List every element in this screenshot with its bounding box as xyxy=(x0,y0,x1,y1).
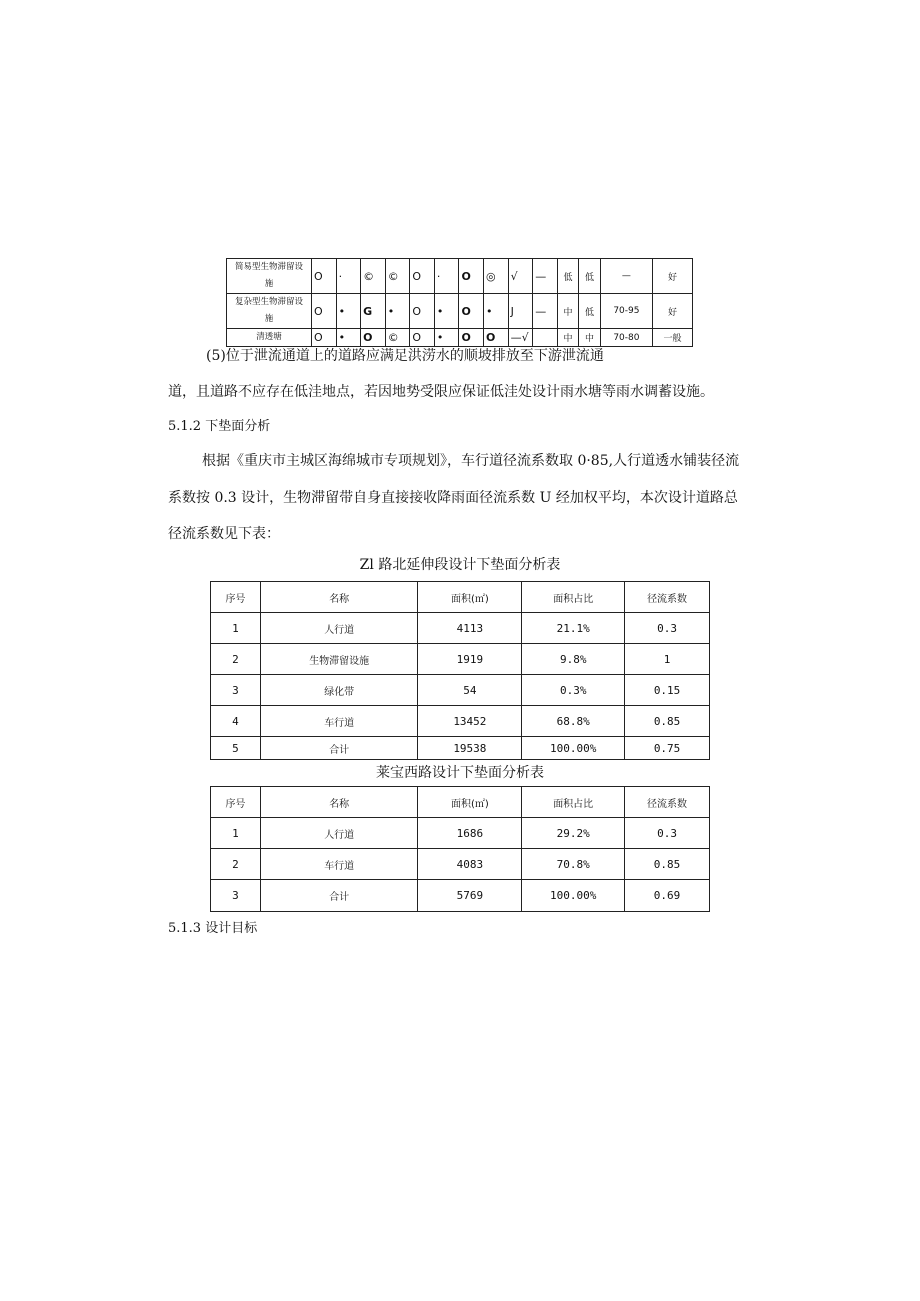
column-header: 面积(㎡) xyxy=(418,582,522,613)
table-cell: 70.8% xyxy=(522,849,625,880)
table-cell: © xyxy=(385,329,410,347)
table-row xyxy=(211,818,710,849)
table-cell: 0.85 xyxy=(625,706,710,737)
table-cell: O xyxy=(484,329,509,347)
paragraph-line: (5)位于泄流通道上的道路应满足洪涝水的顺坡排放至下游泄流通 xyxy=(206,348,604,364)
table-cell: 2 xyxy=(211,849,261,880)
table-cell: • xyxy=(434,329,459,347)
table-cell: O xyxy=(459,294,484,329)
table-cell: 5 xyxy=(211,737,261,760)
table-row xyxy=(211,737,710,760)
table-cell: 68.8% xyxy=(522,706,625,737)
table-cell: √ xyxy=(508,259,533,294)
table-row xyxy=(227,294,693,329)
table-row xyxy=(211,880,710,912)
table-row xyxy=(211,706,710,737)
table-cell: 人行道 xyxy=(260,818,418,849)
table-cell: 1 xyxy=(625,644,710,675)
table-cell: 5769 xyxy=(418,880,522,912)
table-cell: — xyxy=(533,259,558,294)
table-cell: 0.75 xyxy=(625,737,710,760)
table-row xyxy=(211,644,710,675)
table-cell: 1 xyxy=(211,613,261,644)
facility-comparison-table xyxy=(226,258,693,347)
table-cell: 车行道 xyxy=(260,849,418,880)
table-cell: 2 xyxy=(211,644,261,675)
column-header: 序号 xyxy=(211,582,261,613)
column-header: 序号 xyxy=(211,787,261,818)
table-cell: O xyxy=(459,259,484,294)
table-row xyxy=(211,675,710,706)
table-cell: 70-95 xyxy=(600,294,652,329)
table-cell: O xyxy=(312,294,337,329)
table-cell: 1 xyxy=(211,818,261,849)
facility-name: 复杂型生物滞留设 施 xyxy=(227,294,312,329)
table-cell: 绿化带 xyxy=(260,675,418,706)
table-cell xyxy=(533,329,558,347)
table-header-row xyxy=(211,787,710,818)
column-header: 名称 xyxy=(260,787,418,818)
table-cell: O xyxy=(410,329,435,347)
table-cell: 生物滞留设施 xyxy=(260,644,418,675)
table-cell: 0.15 xyxy=(625,675,710,706)
table-cell: O xyxy=(459,329,484,347)
table-cell: 21.1% xyxy=(522,613,625,644)
table-cell: ◎ xyxy=(484,259,509,294)
table-cell: 3 xyxy=(211,675,261,706)
table-title: Zl 路北延伸段设计下垫面分析表 xyxy=(359,557,561,573)
table-cell: 4113 xyxy=(418,613,522,644)
column-header: 径流系数 xyxy=(625,582,710,613)
table-cell: © xyxy=(361,259,386,294)
table-cell: 19538 xyxy=(418,737,522,760)
table-cell: • xyxy=(434,294,459,329)
table-cell: O xyxy=(410,294,435,329)
surface-analysis-table-1 xyxy=(210,581,710,760)
table-cell: 1686 xyxy=(418,818,522,849)
table-cell: 人行道 xyxy=(260,613,418,644)
table-cell: • xyxy=(336,294,361,329)
column-header: 面积(㎡) xyxy=(418,787,522,818)
table-cell: 一般 xyxy=(653,329,693,347)
table-cell: • xyxy=(385,294,410,329)
table-cell: 4083 xyxy=(418,849,522,880)
table-cell: 29.2% xyxy=(522,818,625,849)
table-cell: 70-80 xyxy=(600,329,652,347)
table-cell: 4 xyxy=(211,706,261,737)
table-cell: 54 xyxy=(418,675,522,706)
table-cell: 0.3 xyxy=(625,613,710,644)
table-cell: · xyxy=(434,259,459,294)
table-row xyxy=(227,329,693,347)
table-cell: 0.85 xyxy=(625,849,710,880)
table-cell: 低 xyxy=(557,259,579,294)
column-header: 面积占比 xyxy=(522,787,625,818)
facility-name: 清透塘 xyxy=(227,329,312,347)
table-cell: 中 xyxy=(579,329,601,347)
table-cell: O xyxy=(410,259,435,294)
table-cell: — xyxy=(600,259,652,294)
table-cell: • xyxy=(336,329,361,347)
surface-analysis-table-2 xyxy=(210,786,710,912)
table-cell: 中 xyxy=(557,294,579,329)
table-cell: 100.00% xyxy=(522,737,625,760)
paragraph-line: 径流系数见下表： xyxy=(168,526,280,542)
table-cell: O xyxy=(312,259,337,294)
facility-name: 简易型生物滞留设 施 xyxy=(227,259,312,294)
table-cell: G xyxy=(361,294,386,329)
table-cell: 1919 xyxy=(418,644,522,675)
table-cell: • xyxy=(484,294,509,329)
paragraph-line: 道，且道路不应存在低洼地点，若因地势受限应保证低洼处设计雨水塘等雨水调蓄设施。 xyxy=(168,384,714,400)
table-cell: 好 xyxy=(653,259,693,294)
section-heading: 5.1.2 下垫面分析 xyxy=(168,419,271,434)
paragraph-line: 根据《重庆市主城区海绵城市专项规划》，车行道径流系数取 0·85,人行道透水铺装径流 xyxy=(202,453,740,469)
table-header-row xyxy=(211,582,710,613)
column-header: 面积占比 xyxy=(522,582,625,613)
column-header: 径流系数 xyxy=(625,787,710,818)
section-heading: 5.1.3 设计目标 xyxy=(168,921,258,936)
table-cell: 0.3% xyxy=(522,675,625,706)
table-row xyxy=(227,259,693,294)
table-cell: · xyxy=(336,259,361,294)
column-header: 名称 xyxy=(260,582,418,613)
table-cell: 0.3 xyxy=(625,818,710,849)
table-cell: 车行道 xyxy=(260,706,418,737)
table-cell: 合计 xyxy=(260,737,418,760)
table-cell: 3 xyxy=(211,880,261,912)
table-cell: — xyxy=(533,294,558,329)
table-title: 莱宝西路设计下垫面分析表 xyxy=(376,765,544,781)
table-cell: 低 xyxy=(579,259,601,294)
paragraph-line: 系数按 0.3 设计，生物滞留带自身直接接收降雨面径流系数 U 经加权平均，本次设计道路总 xyxy=(168,490,738,506)
table-cell: —√ xyxy=(508,329,533,347)
table-cell: J xyxy=(508,294,533,329)
table-row xyxy=(211,613,710,644)
table-cell: 9.8% xyxy=(522,644,625,675)
table-cell: 合计 xyxy=(260,880,418,912)
table-cell: 13452 xyxy=(418,706,522,737)
table-cell: 中 xyxy=(557,329,579,347)
table-cell: © xyxy=(385,259,410,294)
table-cell: 低 xyxy=(579,294,601,329)
table-cell: O xyxy=(312,329,337,347)
table-cell: 0.69 xyxy=(625,880,710,912)
table-cell: 100.00% xyxy=(522,880,625,912)
table-cell: O xyxy=(361,329,386,347)
table-cell: 好 xyxy=(653,294,693,329)
table-row xyxy=(211,849,710,880)
